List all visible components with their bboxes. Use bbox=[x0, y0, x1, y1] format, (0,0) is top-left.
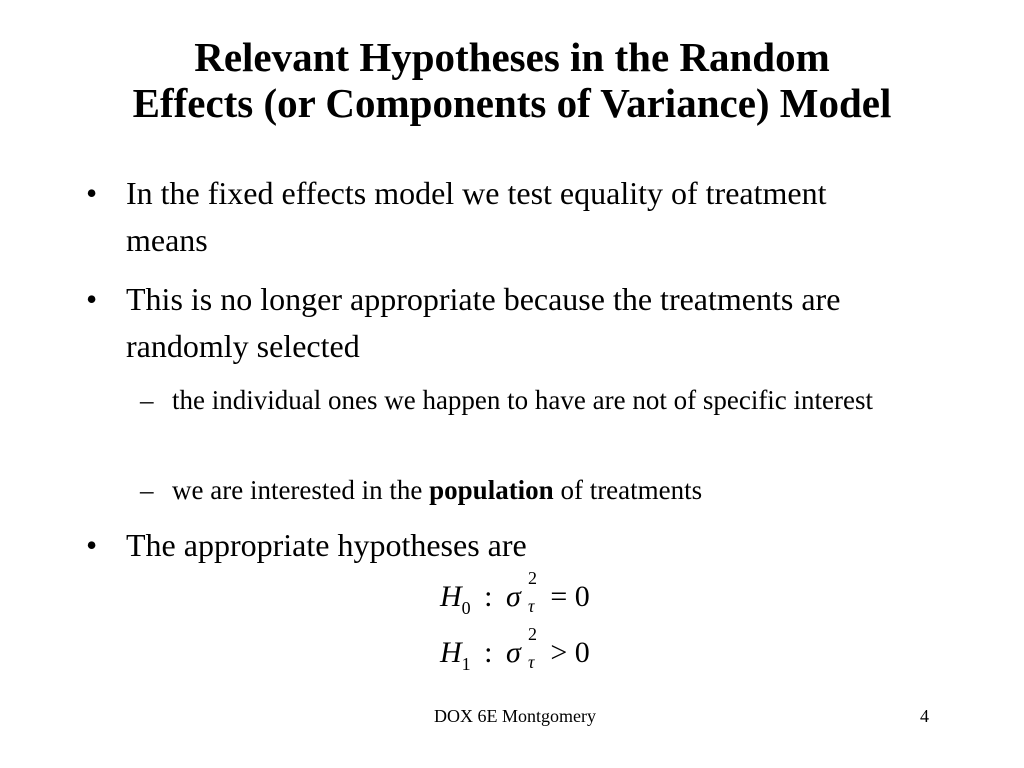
subbullet-item-2 bbox=[140, 470, 900, 510]
page-number: 4 bbox=[920, 706, 929, 726]
eq-sigma-symbol: σ bbox=[506, 580, 521, 613]
bullet-text: The appropriate hypotheses are bbox=[126, 527, 527, 563]
eq-h: H bbox=[440, 580, 462, 613]
bullet-text: In the fixed effects model we test equality of treatment means bbox=[126, 175, 827, 258]
subbullet-text: the individual ones we happen to have are not of specific interest bbox=[172, 385, 874, 415]
eq-sigma-superscript: 2 bbox=[528, 568, 538, 588]
bullet-text: This is no longer appropriate because the treatments are randomly selected bbox=[126, 281, 841, 364]
bullet-marker: • bbox=[86, 281, 98, 317]
eq-sigma bbox=[506, 624, 538, 672]
equation-h1 bbox=[440, 624, 590, 674]
subbullet-marker: – bbox=[140, 475, 154, 505]
eq-operator: > bbox=[550, 636, 568, 669]
eq-h-subscript: 1 bbox=[461, 654, 471, 674]
eq-sigma-superscript: 2 bbox=[528, 624, 538, 644]
slide-title bbox=[40, 34, 984, 126]
equation-h0 bbox=[440, 568, 590, 618]
bullet-marker: • bbox=[86, 175, 98, 211]
eq-sigma bbox=[506, 568, 538, 616]
title-line-2: Effects (or Components of Variance) Model bbox=[132, 80, 892, 126]
bullet-item-2 bbox=[86, 276, 906, 370]
bullet-item-1 bbox=[86, 170, 906, 264]
subbullet-marker: – bbox=[140, 385, 154, 415]
eq-sigma-subscript: τ bbox=[528, 596, 535, 616]
subbullet-item-1 bbox=[140, 380, 900, 420]
subbullet-bold-word: population bbox=[429, 475, 554, 505]
eq-sigma-symbol: σ bbox=[506, 636, 521, 669]
bullet-item-3 bbox=[86, 522, 906, 569]
subbullet-text bbox=[172, 470, 900, 510]
eq-h: H bbox=[440, 636, 462, 669]
eq-rhs: 0 bbox=[574, 580, 590, 613]
subbullet-text-before: we are interested in the bbox=[172, 475, 430, 505]
eq-colon: : bbox=[484, 580, 493, 613]
bullet-marker: • bbox=[86, 527, 98, 563]
eq-operator: = bbox=[550, 580, 568, 613]
eq-h-subscript: 0 bbox=[461, 598, 471, 618]
eq-rhs: 0 bbox=[574, 636, 590, 669]
eq-sigma-subscript: τ bbox=[528, 652, 535, 672]
subbullet-text-after: of treatments bbox=[553, 475, 703, 505]
title-line-1: Relevant Hypotheses in the Random bbox=[194, 34, 830, 80]
eq-colon: : bbox=[484, 636, 493, 669]
slide-footer: DOX 6E Montgomery bbox=[434, 706, 596, 726]
